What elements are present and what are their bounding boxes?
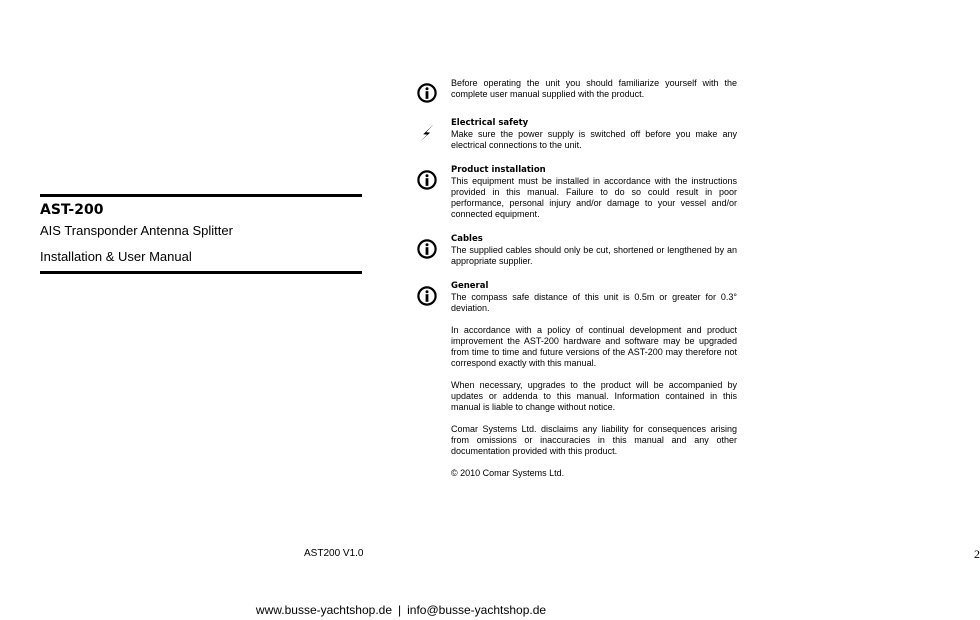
section-heading: Electrical safety bbox=[451, 118, 529, 128]
section-electrical-safety bbox=[416, 118, 738, 151]
section-body bbox=[451, 281, 737, 479]
section-paragraph: Comar Systems Ltd. disclaims any liability for consequences arising from omissions or inaccuracies in this manual and any other documentation provided with this product. bbox=[451, 424, 737, 456]
section-paragraph: When necessary, upgrades to the product will be accompanied by updates or addenda to this manual. Information contained in this manual is liable to change without notice. bbox=[451, 380, 737, 412]
section-intro bbox=[416, 78, 738, 104]
section-cables bbox=[416, 234, 738, 267]
info-icon bbox=[416, 82, 438, 104]
section-paragraph: © 2010 Comar Systems Ltd. bbox=[451, 468, 565, 478]
section-paragraph: In accordance with a policy of continual development and product improvement the AST-200 hardware and software may be upgraded from time to time and future versions of the AST-200 may therefore not correspond exactly with this manual. bbox=[451, 325, 737, 368]
section-heading: Cables bbox=[451, 234, 483, 244]
title-block bbox=[40, 194, 362, 274]
section-paragraph: Make sure the power supply is switched off before you make any electrical connections to the unit. bbox=[451, 129, 737, 150]
info-icon bbox=[416, 285, 438, 307]
section-paragraph: Before operating the unit you should familiarize yourself with the complete user manual supplied with the product. bbox=[451, 78, 737, 99]
section-heading: General bbox=[451, 281, 489, 291]
title-rule-top bbox=[40, 194, 362, 197]
section-heading: Product installation bbox=[451, 165, 546, 175]
version-label: AST200 V1.0 bbox=[304, 548, 364, 559]
manual-title: Installation & User Manual bbox=[40, 249, 192, 264]
product-code: AST-200 bbox=[40, 202, 104, 218]
title-rule-bottom bbox=[40, 271, 362, 274]
section-paragraph: The compass safe distance of this unit is 0.5m or greater for 0.3° deviation. bbox=[451, 292, 737, 313]
safety-sections bbox=[416, 78, 738, 493]
section-general bbox=[416, 281, 738, 479]
left-page bbox=[0, 0, 401, 600]
section-body bbox=[451, 118, 737, 151]
section-product-installation bbox=[416, 165, 738, 220]
lightning-icon bbox=[416, 122, 438, 144]
info-icon bbox=[416, 169, 438, 191]
page-number: 2 bbox=[974, 547, 980, 561]
footer-separator: | bbox=[398, 603, 402, 617]
section-body bbox=[451, 165, 737, 220]
footer-email-link[interactable]: info@busse-yachtshop.de bbox=[407, 603, 547, 617]
section-paragraph: The supplied cables should only be cut, shortened or lengthened by an appropriate supplier. bbox=[451, 245, 737, 266]
section-paragraph: This equipment must be installed in accordance with the instructions provided in this manual. Failure to do so could result in poor performance, personal injury and/or damage to your vessel and/or connected equipment. bbox=[451, 176, 737, 219]
section-body bbox=[451, 234, 737, 267]
product-name: AIS Transponder Antenna Splitter bbox=[40, 223, 233, 238]
section-body bbox=[451, 78, 737, 100]
info-icon bbox=[416, 238, 438, 260]
footer-website-link[interactable]: www.busse-yachtshop.de bbox=[255, 603, 392, 617]
footer bbox=[0, 603, 802, 617]
